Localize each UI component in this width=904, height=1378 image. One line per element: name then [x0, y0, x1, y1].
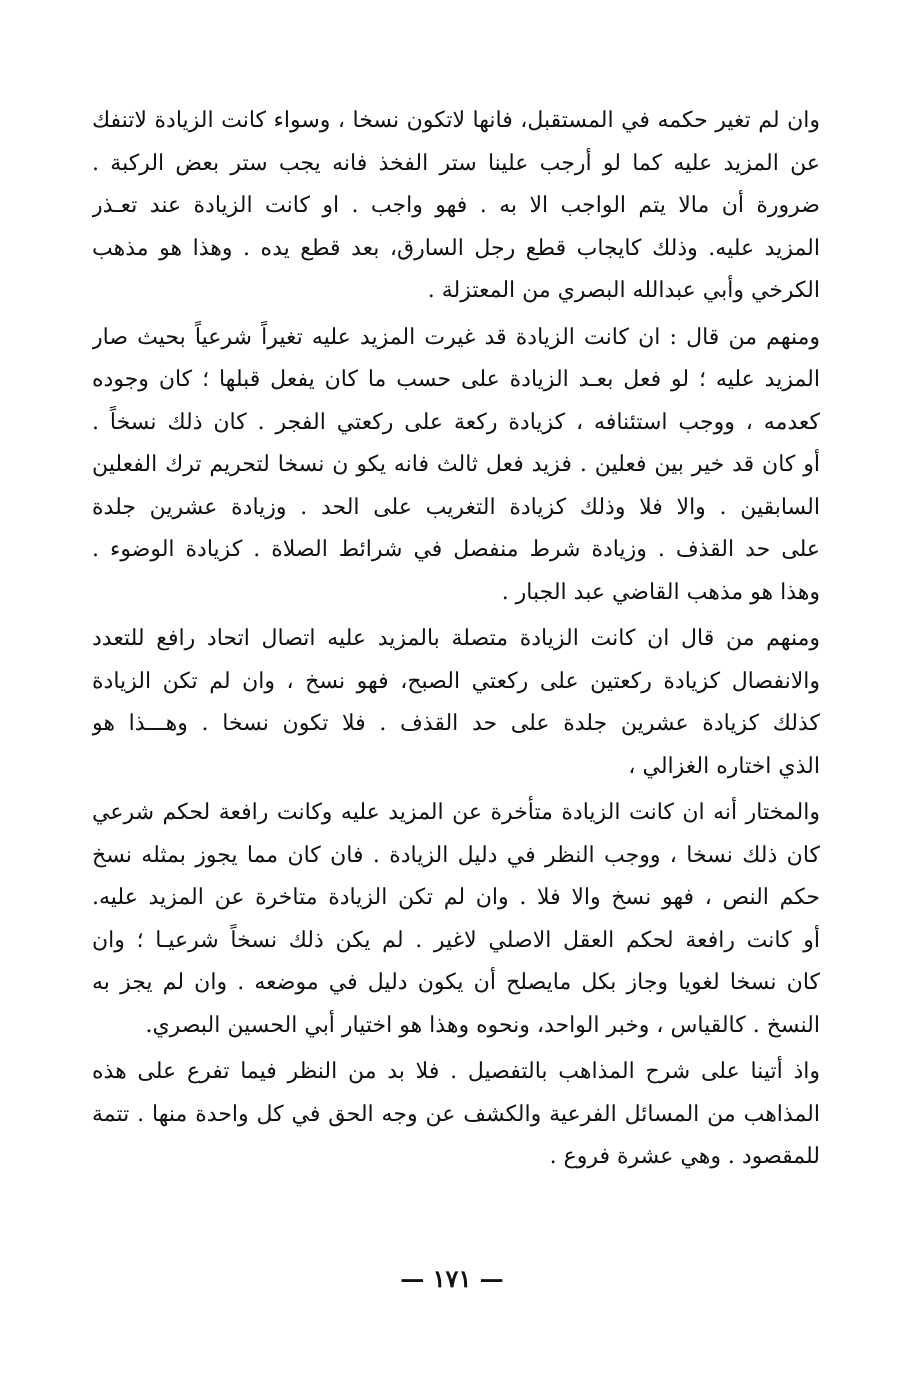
text-line: المذاهب من المسائل الفرعية والكشف عن وجه الحق في كل واحدة منها . تتمة — [92, 1101, 820, 1127]
text-line: على حد القذف . وزيادة شرط منفصل في شرائط الصلاة . كزيادة الوضوء . — [92, 537, 820, 562]
text-line: أو كانت رافعة لحكم العقل الاصلي لاغير . لم يكن ذلك نسخاً شرعيـا ؛ وان — [92, 927, 820, 953]
text-line: الكرخي وأبي عبدالله البصري من المعتزلة . — [427, 278, 820, 303]
text-line: والانفصال كزيادة ركعتين على ركعتي الصبح، فهو نسخ ، وان لم تكن الزيادة — [92, 668, 820, 694]
text-line: والمختار أنه ان كانت الزيادة متأخرة عن المزيد عليه وكانت رافعة لحكم شرعي — [92, 800, 820, 825]
paragraph-5 — [92, 1051, 820, 1179]
text-line: الذي اختاره الغزالي ، — [628, 753, 820, 779]
text-line: المزيد عليه. وذلك كايجاب قطع رجل السارق، بعد قطع يده . وهذا هو مذهب — [92, 235, 820, 261]
page-number: — ١٧١ — — [400, 1264, 504, 1293]
paragraph-2 — [92, 317, 820, 615]
text-line: وهذا هو مذهب القاضي عبد الجبار . — [501, 579, 820, 605]
text-line: كعدمه ، ووجب استئنافه ، كزيادة ركعة على ركعتي الفجر . كان ذلك نسخاً . — [92, 409, 820, 435]
paragraph-4 — [92, 792, 820, 1047]
text-line: عن المزيد عليه كما لو أرجب علينا ستر الفخذ فانه يجب ستر بعض الركبة . — [92, 150, 820, 176]
paragraph-1 — [92, 100, 820, 313]
text-line: ومنهم من قال : ان كانت الزيادة قد غيرت المزيد عليه تغيراً شرعياً بحيث صار — [92, 324, 820, 350]
text-line: ومنهم من قال ان كانت الزيادة متصلة بالمزيد عليه اتصال اتحاد رافع للتعدد — [92, 626, 820, 651]
text-line: أو كان قد خير بين فعلين . فزيد فعل ثالث فانه يكو ن نسخا لتحريم ترك الفعلين — [92, 452, 820, 477]
text-line: حكم النص ، فهو نسخ والا فلا . وان لم تكن الزيادة متاخرة عن المزيد عليه. — [92, 885, 820, 910]
text-line: كان نسخا لغويا وجاز بكل مايصلح أن يكون دليل في موضعه . وان لم يجز به — [92, 970, 820, 995]
text-line: النسخ . كالقياس ، وخبر الواحد، ونحوه وهذا هو اختيار أبي الحسين البصري. — [145, 1012, 820, 1038]
paragraph-3 — [92, 618, 820, 788]
text-line: للمقصود . وهي عشرة فروع . — [549, 1144, 820, 1169]
text-line: السابقين . والا فلا وذلك كزيادة التغريب على الحد . وزيادة عشرين جلدة — [92, 494, 820, 520]
text-line: كان ذلك نسخا ، ووجب النظر في دليل الزيادة . فان كان مما يجوز بمثله نسخ — [92, 842, 820, 868]
text-line: واذ أتينا على شرح المذاهب بالتفصيل . فلا بد من النظر فيما تفرع على هذه — [92, 1059, 820, 1084]
text-line: المزيد عليه ؛ لو فعل بعـد الزيادة على حسب ما كان يفعل قبلها ؛ كان وجوده — [92, 367, 820, 392]
text-line: ضرورة أن مالا يتم الواجب الا به . فهو واجب . او كانت الزيادة عند تعـذر — [92, 193, 820, 218]
text-line: كذلك كزيادة عشرين جلدة على حد القذف . فلا تكون نسخا . وهـــذا هو — [92, 711, 820, 736]
page-body — [92, 100, 820, 1179]
text-line: وان لم تغير حكمه في المستقبل، فانها لاتكون نسخا ، وسواء كانت الزيادة لاتنفك — [92, 108, 820, 133]
